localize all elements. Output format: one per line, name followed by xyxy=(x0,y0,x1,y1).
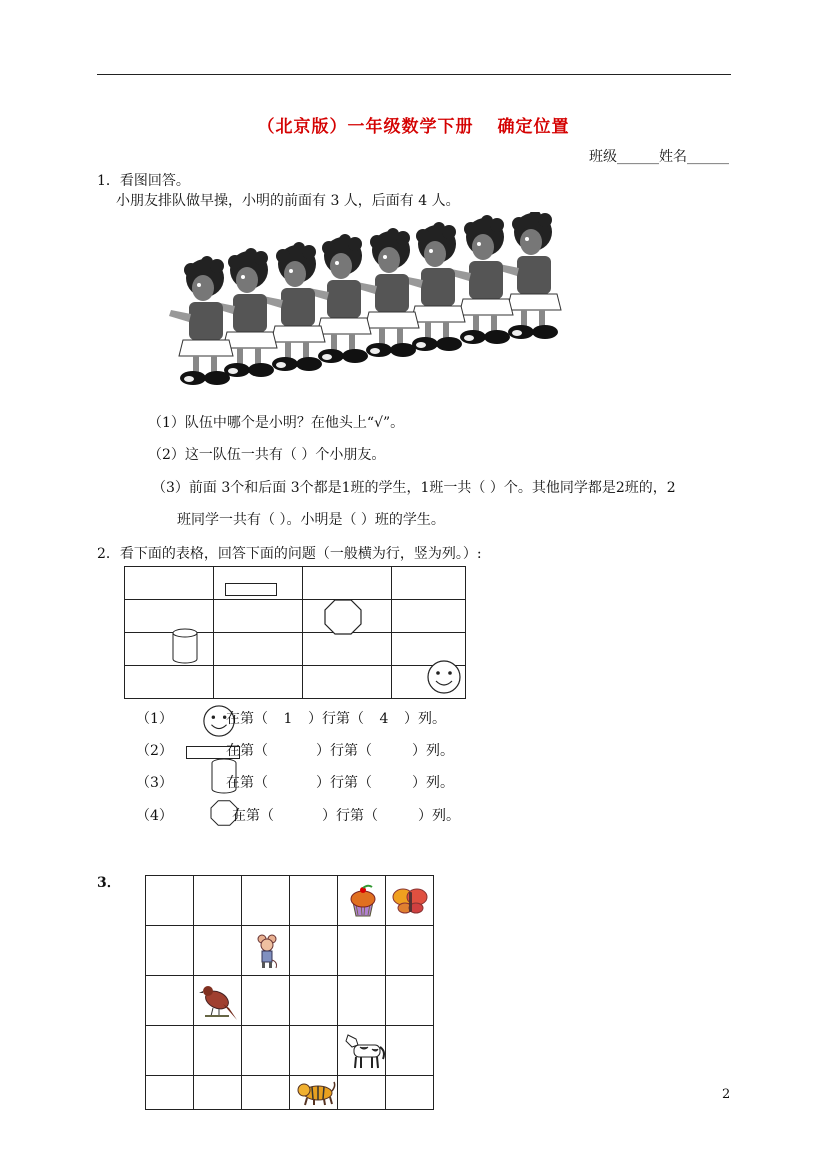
smiley-icon xyxy=(426,659,462,695)
page-title xyxy=(0,112,827,137)
mouse-icon xyxy=(254,934,280,970)
q2-row-1-row-answer[interactable]: 1 xyxy=(283,711,293,727)
q2-row-2-answer xyxy=(226,740,454,760)
q2-row-1 xyxy=(136,708,173,728)
cupcake-icon xyxy=(348,884,378,918)
shapes-table xyxy=(124,566,466,699)
q2-row-1-col-answer[interactable]: 4 xyxy=(379,711,389,727)
q2-heading: 2．看下面的表格，回答下面的问题（一般横为行，竖为列。）: xyxy=(97,546,482,562)
q2-row-2-num: （2） xyxy=(136,743,173,759)
children-line-illustration xyxy=(165,212,570,392)
q2-row-1-num: （1） xyxy=(136,711,173,727)
title-part-1: （北京版）一年级数学下册 xyxy=(257,117,474,137)
q2-row-2-text-a: 在第（ xyxy=(226,743,268,759)
page-number: 2 xyxy=(722,1087,731,1102)
header-rule xyxy=(97,74,731,75)
q1-sub3-line2: 班同学一共有（ ）。小明是（ ）班的学生。 xyxy=(177,512,445,528)
q2-row-3-text-a: 在第（ xyxy=(226,775,268,791)
title-part-2: 确定位置 xyxy=(497,117,570,137)
class-name-line xyxy=(589,146,729,166)
child-3 xyxy=(261,242,325,371)
tiger-icon xyxy=(296,1078,336,1106)
child-8 xyxy=(497,212,561,339)
q2-row-4-num: （4） xyxy=(136,808,173,824)
q2-row-3-text-c: ）列。 xyxy=(412,775,454,791)
class-blank[interactable]: ______ xyxy=(617,149,659,165)
animal-grid xyxy=(145,875,434,1110)
q1-heading: 1．看图回答。 xyxy=(97,173,190,189)
q2-row-1-answer xyxy=(226,708,446,728)
q2-row-3-answer xyxy=(226,772,454,792)
child-4 xyxy=(307,234,371,363)
name-label: 姓名 xyxy=(659,149,687,165)
horse-icon xyxy=(342,1031,386,1071)
name-blank[interactable]: ______ xyxy=(687,149,729,165)
q2-row-1-text-a: 在第（ xyxy=(226,711,268,727)
octagon-icon xyxy=(324,599,362,635)
q1-intro: 小朋友排队做早操，小明的前面有 3 人，后面有 4 人。 xyxy=(116,193,460,209)
cylinder-icon xyxy=(171,628,199,664)
q2-row-4-text-b: ）行第（ xyxy=(322,808,378,824)
child-6 xyxy=(401,222,465,351)
bird-icon xyxy=(199,982,239,1022)
q2-row-4-answer xyxy=(232,805,460,825)
child-7 xyxy=(449,215,513,344)
rectangle-icon xyxy=(225,583,277,596)
q1-sub1: （1）队伍中哪个是小明？在他头上“√”。 xyxy=(148,415,405,431)
child-5 xyxy=(355,228,419,357)
q2-row-4-text-a: 在第（ xyxy=(232,808,274,824)
q2-row-3-num: （3） xyxy=(136,775,173,791)
class-label: 班级 xyxy=(589,149,617,165)
q2-row-2-text-c: ）列。 xyxy=(412,743,454,759)
q2-row-2-text-b: ）行第（ xyxy=(316,743,372,759)
q2-row-4-text-c: ）列。 xyxy=(418,808,460,824)
q1-sub3-line1: （3）前面 3个和后面 3个都是1班的学生，1班一共（ ）个。其他同学都是2班的，2 xyxy=(152,480,676,496)
q2-row-1-text-b: ）行第（ xyxy=(308,711,364,727)
q2-row-1-text-c: ）列。 xyxy=(404,711,446,727)
child-1 xyxy=(169,256,233,385)
butterfly-icon xyxy=(391,886,429,916)
q1-sub2: （2）这一队伍一共有（ ）个小朋友。 xyxy=(148,447,386,463)
q2-row-3-text-b: ）行第（ xyxy=(316,775,372,791)
q3-heading: 3． xyxy=(97,875,121,891)
